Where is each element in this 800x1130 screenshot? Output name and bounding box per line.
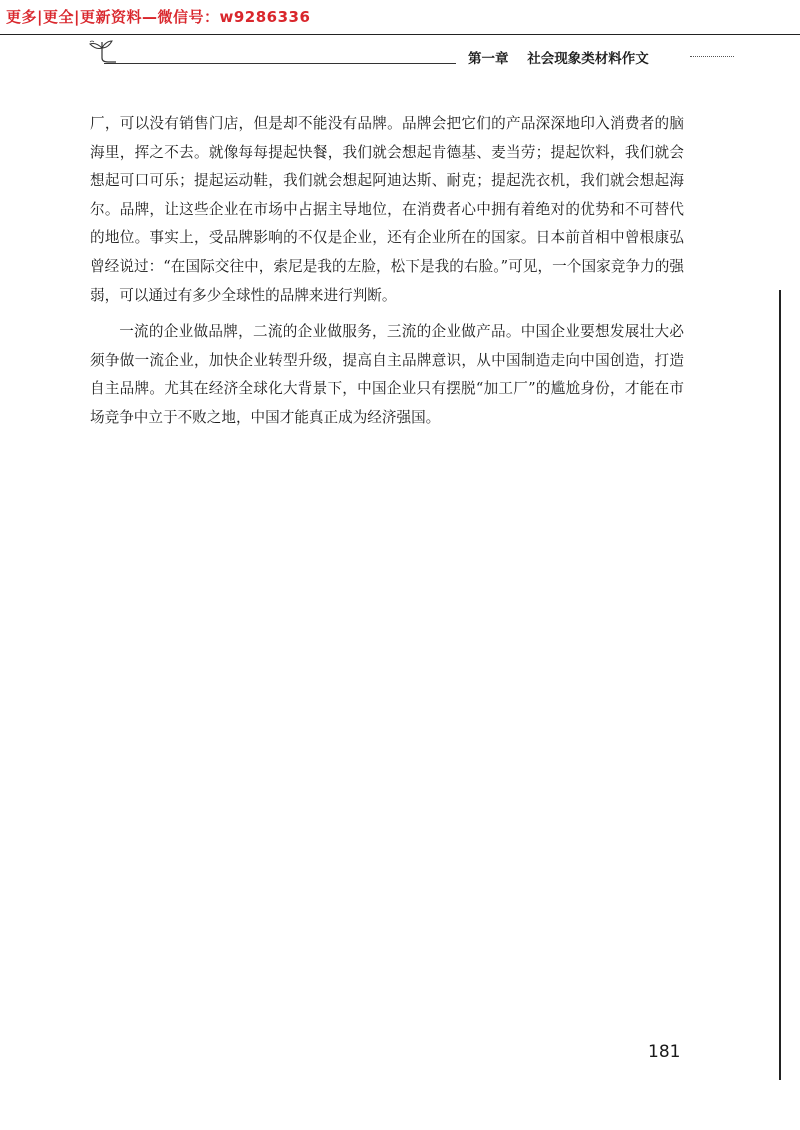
page-number: 181 (648, 1042, 681, 1062)
running-head (468, 47, 649, 67)
chapter-title: 社会现象类材料作文 (527, 51, 649, 67)
watermark-text: 更多|更全|更新资料—微信号：w9286336 (6, 8, 311, 26)
header-dots (690, 56, 734, 57)
page-edge-line (779, 290, 781, 1080)
body-text (90, 110, 684, 441)
header-underline (104, 63, 456, 64)
paragraph-2: 一流的企业做品牌，二流的企业做服务，三流的企业做产品。中国企业要想发展壮大必须争做一流企业，加快企业转型升级，提高自主品牌意识，从中国制造走向中国创造，打造自主品牌。尤其在经济全球化大背景下，中国企业只有摆脱“加工厂”的尴尬身份，才能在市场竞争中立于不败之地，中国才能真正成为经济强国。 (90, 323, 684, 426)
leaf-ornament-icon (86, 38, 116, 64)
header-rule (0, 34, 800, 35)
chapter-label: 第一章 (468, 51, 509, 67)
paragraph-1: 厂，可以没有销售门店，但是却不能没有品牌。品牌会把它们的产品深深地印入消费者的脑海里，挥之不去。就像每每提起快餐，我们就会想起肯德基、麦当劳；提起饮料，我们就会想起可口可乐；提起运动鞋，我们就会想起阿迪达斯、耐克；提起洗衣机，我们就会想起海尔。品牌，让这些企业在市场中占据主导地位，在消费者心中拥有着绝对的优势和不可替代的地位。事实上，受品牌影响的不仅是企业，还有企业所在的国家。日本前首相中曾根康弘曾经说过：“在国际交往中，索尼是我的左脸，松下是我的右脸。”可见，一个国家竞争力的强弱，可以通过有多少全球性的品牌来进行判断。 (90, 115, 684, 304)
